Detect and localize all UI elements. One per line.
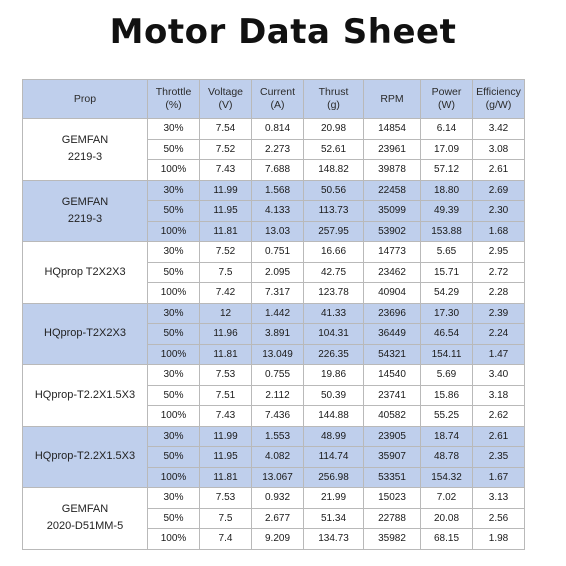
throttle-cell: 30% (148, 488, 200, 509)
throttle-cell: 50% (148, 201, 200, 222)
thrust-cell: 113.73 (304, 201, 364, 222)
current-cell: 13.049 (252, 344, 304, 365)
thrust-cell: 114.74 (304, 447, 364, 468)
throttle-cell: 100% (148, 221, 200, 242)
power-cell: 68.15 (421, 529, 473, 550)
rpm-cell: 35982 (364, 529, 421, 550)
rpm-cell: 23741 (364, 385, 421, 406)
current-cell: 0.755 (252, 365, 304, 386)
rpm-cell: 14854 (364, 119, 421, 140)
header-thrust: Thrust (g) (304, 80, 364, 119)
rpm-cell: 14773 (364, 242, 421, 263)
thrust-cell: 52.61 (304, 139, 364, 160)
rpm-cell: 35099 (364, 201, 421, 222)
thrust-cell: 19.86 (304, 365, 364, 386)
current-cell: 2.677 (252, 508, 304, 529)
efficiency-cell: 2.30 (473, 201, 525, 222)
throttle-cell: 30% (148, 180, 200, 201)
power-cell: 48.78 (421, 447, 473, 468)
power-cell: 17.30 (421, 303, 473, 324)
thrust-cell: 50.39 (304, 385, 364, 406)
efficiency-cell: 1.68 (473, 221, 525, 242)
page-title: Motor Data Sheet (109, 12, 457, 52)
voltage-cell: 7.52 (200, 139, 252, 160)
table-row (23, 119, 525, 140)
thrust-cell: 256.98 (304, 467, 364, 488)
current-cell: 1.442 (252, 303, 304, 324)
throttle-cell: 50% (148, 324, 200, 345)
prop-name-cell: HQprop T2X2X3 (23, 242, 148, 304)
power-cell: 17.09 (421, 139, 473, 160)
voltage-cell: 11.81 (200, 467, 252, 488)
voltage-cell: 11.96 (200, 324, 252, 345)
throttle-cell: 50% (148, 508, 200, 529)
current-cell: 1.568 (252, 180, 304, 201)
power-cell: 54.29 (421, 283, 473, 304)
throttle-cell: 30% (148, 303, 200, 324)
thrust-cell: 20.98 (304, 119, 364, 140)
thrust-cell: 144.88 (304, 406, 364, 427)
voltage-cell: 11.95 (200, 201, 252, 222)
efficiency-cell: 2.95 (473, 242, 525, 263)
prop-name-cell: GEMFAN 2020-D51MM-5 (23, 488, 148, 550)
thrust-cell: 41.33 (304, 303, 364, 324)
voltage-cell: 7.51 (200, 385, 252, 406)
table-row (23, 365, 525, 386)
efficiency-cell: 1.47 (473, 344, 525, 365)
power-cell: 154.32 (421, 467, 473, 488)
thrust-cell: 148.82 (304, 160, 364, 181)
thrust-cell: 42.75 (304, 262, 364, 283)
efficiency-cell: 3.40 (473, 365, 525, 386)
power-cell: 49.39 (421, 201, 473, 222)
current-cell: 2.112 (252, 385, 304, 406)
current-cell: 7.317 (252, 283, 304, 304)
current-cell: 3.891 (252, 324, 304, 345)
rpm-cell: 40904 (364, 283, 421, 304)
rpm-cell: 53351 (364, 467, 421, 488)
thrust-cell: 104.31 (304, 324, 364, 345)
current-cell: 9.209 (252, 529, 304, 550)
rpm-cell: 39878 (364, 160, 421, 181)
current-cell: 0.814 (252, 119, 304, 140)
prop-name-cell: GEMFAN 2219-3 (23, 180, 148, 242)
current-cell: 0.751 (252, 242, 304, 263)
voltage-cell: 11.99 (200, 180, 252, 201)
prop-name-cell: GEMFAN 2219-3 (23, 119, 148, 181)
voltage-cell: 11.95 (200, 447, 252, 468)
current-cell: 13.03 (252, 221, 304, 242)
efficiency-cell: 3.18 (473, 385, 525, 406)
thrust-cell: 51.34 (304, 508, 364, 529)
throttle-cell: 30% (148, 119, 200, 140)
thrust-cell: 134.73 (304, 529, 364, 550)
header-voltage: Voltage (V) (200, 80, 252, 119)
power-cell: 5.69 (421, 365, 473, 386)
thrust-cell: 16.66 (304, 242, 364, 263)
header-current: Current (A) (252, 80, 304, 119)
prop-name-cell: HQprop-T2.2X1.5X3 (23, 365, 148, 427)
prop-name-cell: HQprop-T2X2X3 (23, 303, 148, 365)
current-cell: 2.095 (252, 262, 304, 283)
power-cell: 18.74 (421, 426, 473, 447)
rpm-cell: 54321 (364, 344, 421, 365)
thrust-cell: 48.99 (304, 426, 364, 447)
power-cell: 55.25 (421, 406, 473, 427)
rpm-cell: 35907 (364, 447, 421, 468)
throttle-cell: 100% (148, 467, 200, 488)
power-cell: 18.80 (421, 180, 473, 201)
power-cell: 5.65 (421, 242, 473, 263)
voltage-cell: 11.99 (200, 426, 252, 447)
throttle-cell: 100% (148, 344, 200, 365)
throttle-cell: 100% (148, 529, 200, 550)
table-row (23, 426, 525, 447)
efficiency-cell: 2.28 (473, 283, 525, 304)
current-cell: 7.688 (252, 160, 304, 181)
throttle-cell: 100% (148, 283, 200, 304)
voltage-cell: 7.43 (200, 160, 252, 181)
power-cell: 20.08 (421, 508, 473, 529)
efficiency-cell: 2.24 (473, 324, 525, 345)
thrust-cell: 257.95 (304, 221, 364, 242)
throttle-cell: 50% (148, 262, 200, 283)
power-cell: 6.14 (421, 119, 473, 140)
current-cell: 2.273 (252, 139, 304, 160)
thrust-cell: 123.78 (304, 283, 364, 304)
power-cell: 57.12 (421, 160, 473, 181)
rpm-cell: 23462 (364, 262, 421, 283)
rpm-cell: 23961 (364, 139, 421, 160)
voltage-cell: 7.5 (200, 508, 252, 529)
rpm-cell: 22788 (364, 508, 421, 529)
power-cell: 7.02 (421, 488, 473, 509)
efficiency-cell: 3.08 (473, 139, 525, 160)
table-row (23, 180, 525, 201)
efficiency-cell: 2.61 (473, 160, 525, 181)
voltage-cell: 7.43 (200, 406, 252, 427)
rpm-cell: 15023 (364, 488, 421, 509)
current-cell: 13.067 (252, 467, 304, 488)
voltage-cell: 11.81 (200, 344, 252, 365)
voltage-cell: 7.53 (200, 488, 252, 509)
rpm-cell: 23905 (364, 426, 421, 447)
voltage-cell: 11.81 (200, 221, 252, 242)
power-cell: 15.71 (421, 262, 473, 283)
rpm-cell: 40582 (364, 406, 421, 427)
current-cell: 0.932 (252, 488, 304, 509)
efficiency-cell: 2.61 (473, 426, 525, 447)
voltage-cell: 7.52 (200, 242, 252, 263)
table-row (23, 488, 525, 509)
efficiency-cell: 2.35 (473, 447, 525, 468)
current-cell: 1.553 (252, 426, 304, 447)
efficiency-cell: 2.56 (473, 508, 525, 529)
throttle-cell: 50% (148, 447, 200, 468)
header-throttle: Throttle (%) (148, 80, 200, 119)
efficiency-cell: 1.98 (473, 529, 525, 550)
table-row (23, 242, 525, 263)
rpm-cell: 36449 (364, 324, 421, 345)
efficiency-cell: 2.39 (473, 303, 525, 324)
current-cell: 4.133 (252, 201, 304, 222)
voltage-cell: 7.42 (200, 283, 252, 304)
table-row (23, 303, 525, 324)
power-cell: 153.88 (421, 221, 473, 242)
header-rpm: RPM (364, 80, 421, 119)
power-cell: 154.11 (421, 344, 473, 365)
voltage-cell: 12 (200, 303, 252, 324)
rpm-cell: 22458 (364, 180, 421, 201)
efficiency-cell: 3.42 (473, 119, 525, 140)
thrust-cell: 21.99 (304, 488, 364, 509)
efficiency-cell: 3.13 (473, 488, 525, 509)
throttle-cell: 50% (148, 139, 200, 160)
power-cell: 46.54 (421, 324, 473, 345)
throttle-cell: 30% (148, 426, 200, 447)
current-cell: 4.082 (252, 447, 304, 468)
table-body (23, 119, 525, 550)
thrust-cell: 226.35 (304, 344, 364, 365)
throttle-cell: 30% (148, 242, 200, 263)
rpm-cell: 14540 (364, 365, 421, 386)
header-efficiency: Efficiency (g/W) (473, 80, 525, 119)
voltage-cell: 7.54 (200, 119, 252, 140)
efficiency-cell: 2.62 (473, 406, 525, 427)
throttle-cell: 100% (148, 406, 200, 427)
throttle-cell: 100% (148, 160, 200, 181)
motor-data-table (22, 79, 525, 550)
voltage-cell: 7.4 (200, 529, 252, 550)
current-cell: 7.436 (252, 406, 304, 427)
table-header-row (23, 80, 525, 119)
efficiency-cell: 1.67 (473, 467, 525, 488)
header-prop: Prop (23, 80, 148, 119)
prop-name-cell: HQprop-T2.2X1.5X3 (23, 426, 148, 488)
throttle-cell: 30% (148, 365, 200, 386)
rpm-cell: 53902 (364, 221, 421, 242)
rpm-cell: 23696 (364, 303, 421, 324)
thrust-cell: 50.56 (304, 180, 364, 201)
header-power: Power (W) (421, 80, 473, 119)
throttle-cell: 50% (148, 385, 200, 406)
efficiency-cell: 2.72 (473, 262, 525, 283)
power-cell: 15.86 (421, 385, 473, 406)
voltage-cell: 7.53 (200, 365, 252, 386)
voltage-cell: 7.5 (200, 262, 252, 283)
efficiency-cell: 2.69 (473, 180, 525, 201)
